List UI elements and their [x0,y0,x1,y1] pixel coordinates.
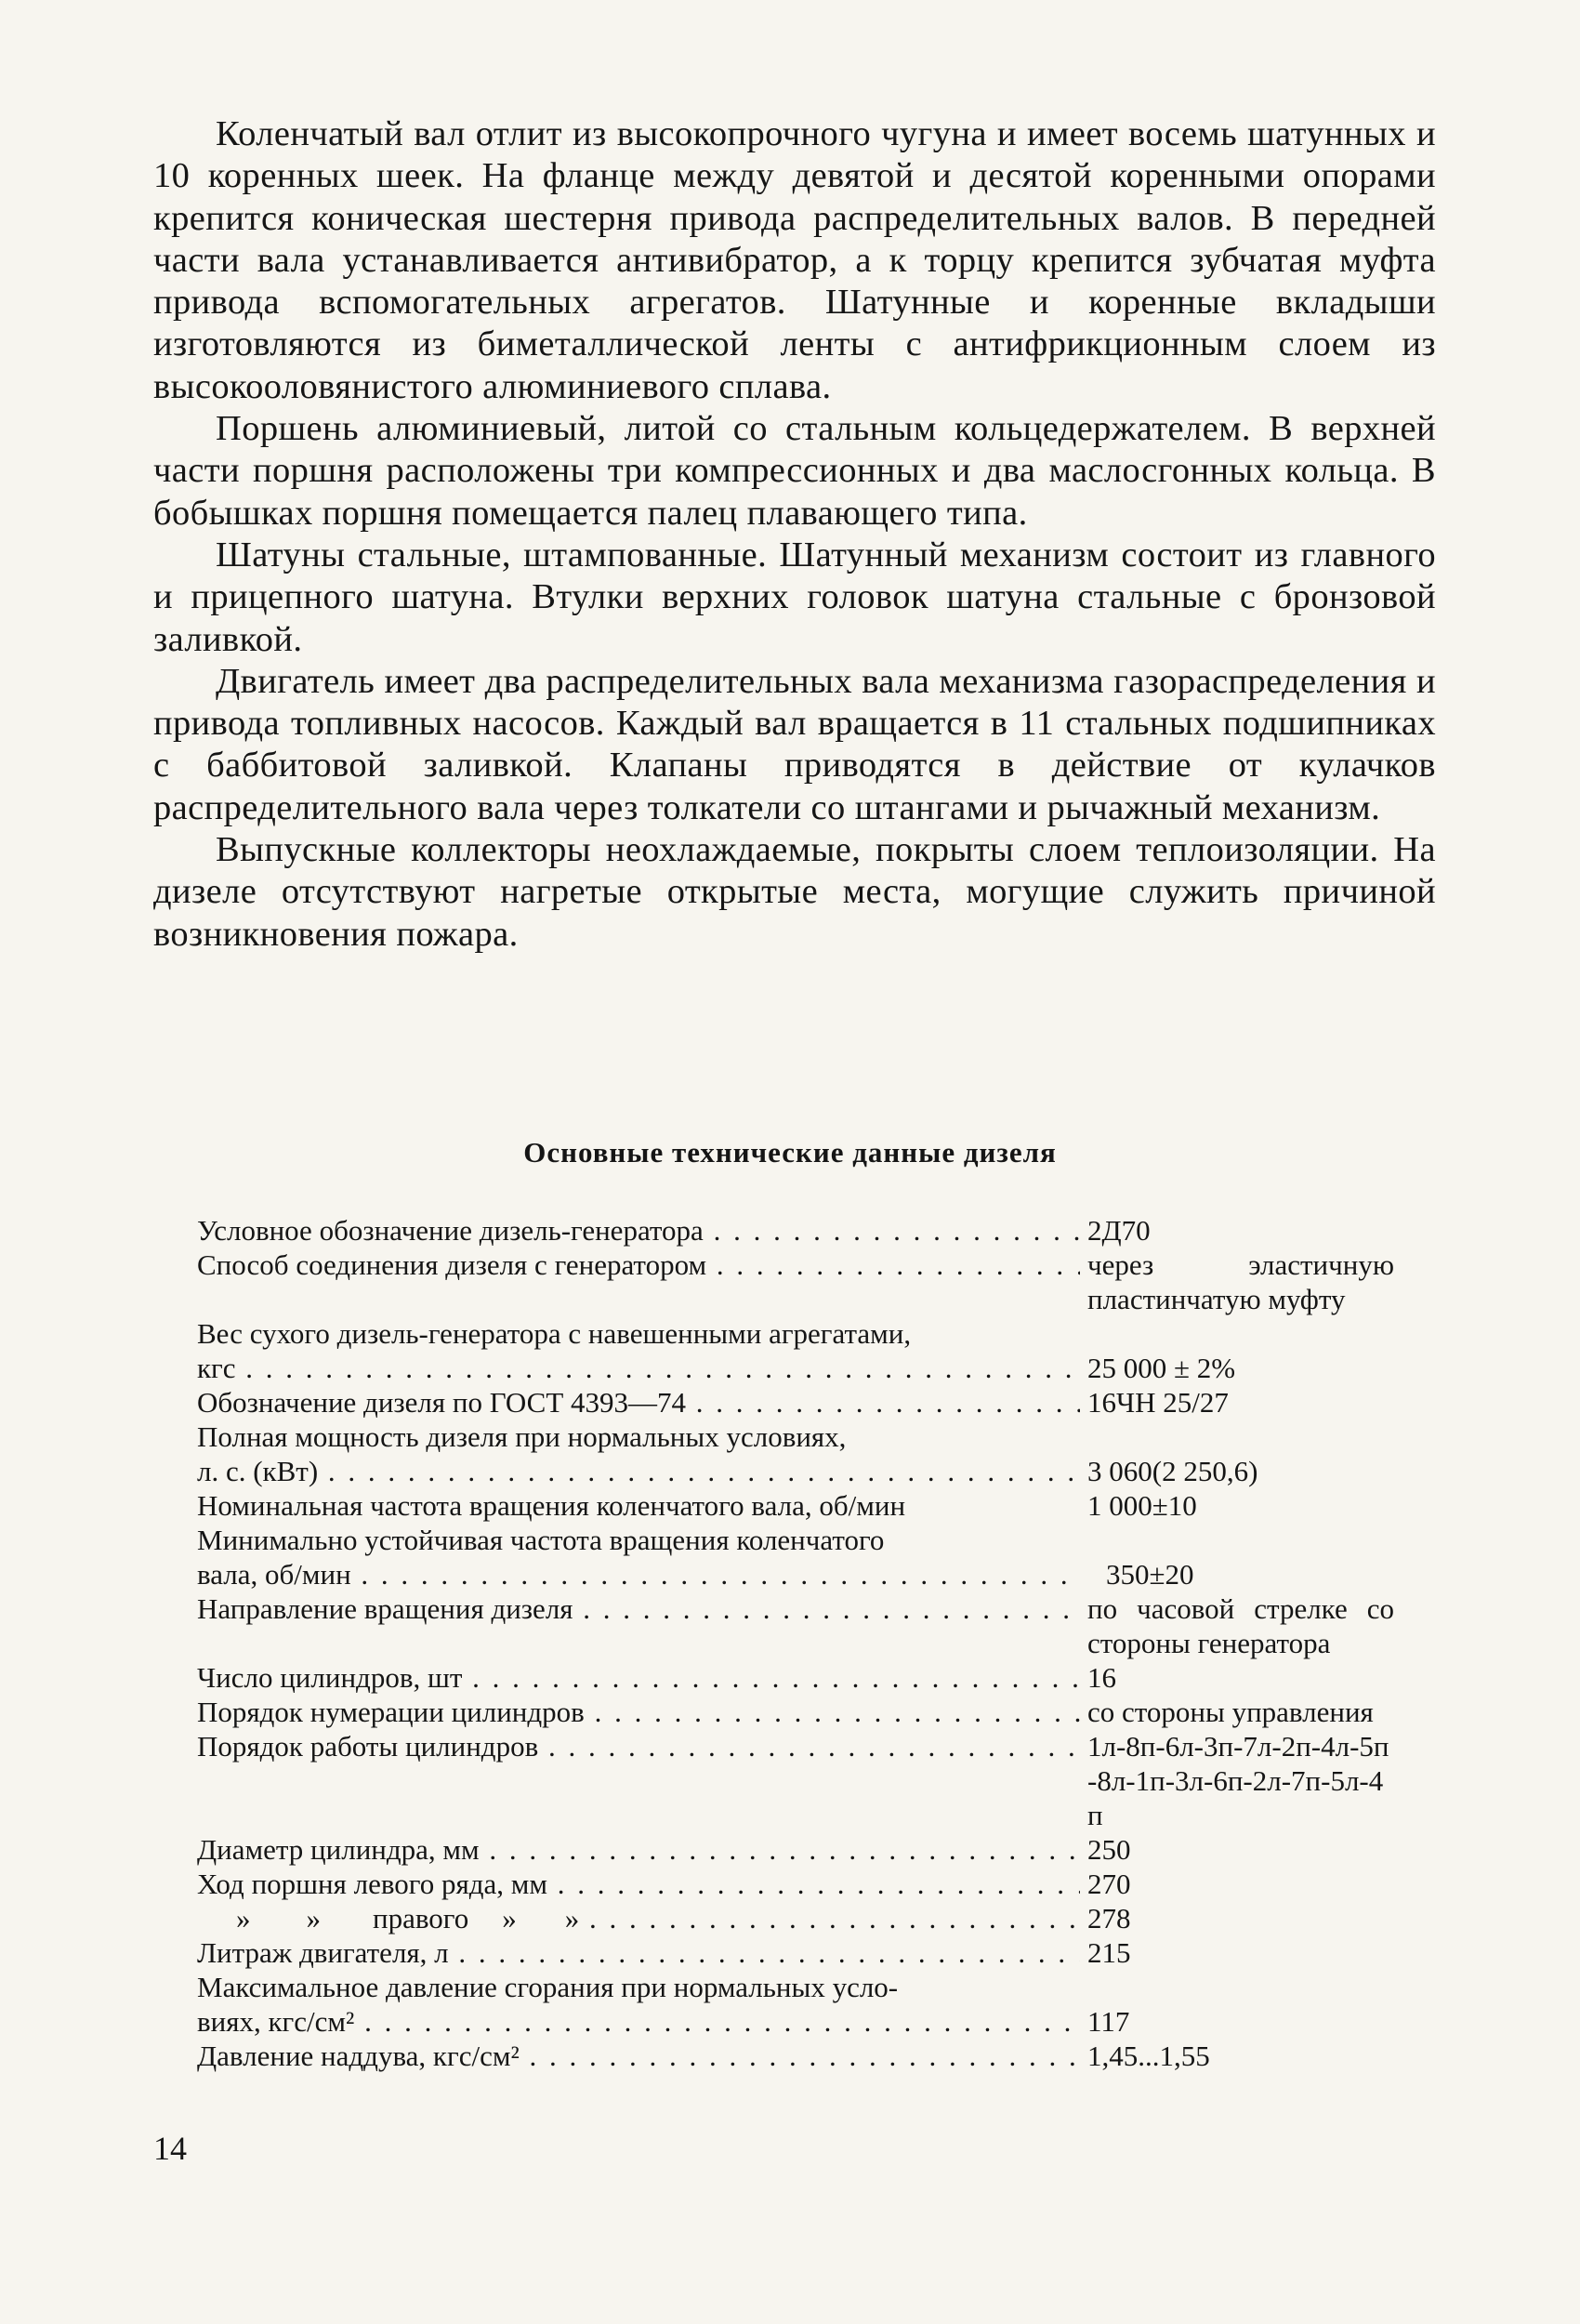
spec-power [197,1419,1284,1488]
spec-displacement [197,1935,1405,1970]
spec-value: через эластичную пластинчатую муфту [1087,1248,1394,1315]
ditto-mark: » [502,1902,517,1934]
paragraph-connecting-rods: Шатуны стальные, штампованные. Шатунный механизм состоит из главного и прицепного шатуна. Втулки верхних головок шатуна стальные с бронзовой заливкой. [153,535,1436,659]
spec-coupling [197,1248,1405,1316]
spec-value: 270 [1087,1868,1131,1900]
spec-label: Число цилиндров, шт . . . [197,1660,1080,1695]
spec-label: вала, об/мин . . . [197,1557,1080,1591]
spec-label: Максимальное давление сгорания при нормальных усло- [197,1971,899,2003]
spec-cylinders [197,1660,1405,1695]
spec-bore [197,1832,1405,1867]
section-title: Основные технические данные дизеля [523,1136,1057,1169]
page-number: 14 [153,2130,187,2167]
spec-value: по часовой стрелке со стороны генератора [1087,1592,1394,1659]
spec-rated-speed [197,1488,1405,1523]
paragraph-exhaust: Выпускные коллекторы неохлаждаемые, покрыты слоем теплоизоляции. На дизеле отсутствуют нагретые открытые места, могущие служить причиной возникновения пожара. [153,830,1436,954]
ditto-mark: » [236,1902,251,1934]
spec-label: Полная мощность дизеля при нормальных условиях, [197,1420,847,1453]
spec-gost [197,1385,1405,1419]
spec-label: Порядок нумерации цилиндров . . . [197,1695,1080,1729]
spec-label [197,1901,1080,1935]
spec-rotation [197,1591,1405,1660]
spec-label: Направление вращения дизеля . . . [197,1591,1080,1626]
spec-weight [197,1316,1284,1385]
spec-value: 278 [1087,1902,1131,1934]
spec-value: 3 060(2 250,6) [1087,1455,1258,1487]
spec-max-pressure [197,1970,1284,2039]
spec-label: Ход поршня левого ряда, мм . . . [197,1867,1080,1901]
spec-label: виях, кгс/см² . . . [197,2004,1080,2039]
spec-stroke-right [197,1901,1405,1935]
spec-label: Порядок работы цилиндров . . . [197,1729,1080,1763]
spec-firing-order [197,1729,1405,1832]
paragraph-camshafts: Двигатель имеет два распределительных вала механизма газораспределения и привода топливных насосов. Каждый вал вращается в 11 стальных подшипниках с баббитовой заливкой. Клапаны приводятся в действие от кулачков распределительного вала через толкатели со штангами и рычажный механизм. [153,661,1436,827]
spec-value: 1 000±10 [1087,1489,1197,1522]
spec-min-speed [197,1523,1284,1591]
spec-value: 1л-8п-6л-3п-7л-2п-4л-5п-8л-1п-3л-6п-2л-7п-5л-4п [1087,1730,1389,1831]
spec-value: 350±20 [1106,1558,1194,1591]
spec-label: Номинальная частота вращения коленчатого вала, об/мин [197,1489,906,1522]
spec-label: Условное обозначение дизель-генератора . . . [197,1213,1080,1248]
spec-value: 2Д70 [1087,1214,1151,1247]
spec-value: 215 [1087,1936,1131,1969]
spec-label: Способ соединения дизеля с генератором . . . [197,1248,1080,1282]
spec-label-text: правого [373,1902,469,1934]
spec-label: Вес сухого дизель-генератора с навешенными агрегатами, [197,1317,912,1350]
spec-value: со стороны управления [1087,1696,1374,1728]
spec-designation [197,1213,1405,1248]
spec-label: Литраж двигателя, л . . . [197,1935,1080,1970]
ditto-mark: » [564,1902,580,1934]
ditto-mark: » [306,1902,321,1934]
spec-value: 16ЧН 25/27 [1087,1386,1229,1419]
spec-value: 250 [1087,1833,1131,1866]
spec-label: Минимально устойчивая частота вращения коленчатого [197,1524,885,1556]
spec-stroke-left [197,1867,1405,1901]
paragraph-piston: Поршень алюминиевый, литой со стальным кольцедержателем. В верхней части поршня расположены три компрессионных и два маслосгонных кольца. В бобышках поршня помещается палец плавающего типа. [153,409,1436,533]
spec-list [197,1213,1405,2073]
spec-label: кгс . . . [197,1351,1080,1385]
spec-value: 16 [1087,1661,1116,1694]
spec-boost [197,2039,1405,2073]
spec-label: Диаметр цилиндра, мм . . . [197,1832,1080,1867]
spec-value: 1,45...1,55 [1087,2040,1210,2072]
spec-value: 117 [1087,2005,1130,2038]
spec-label: Обозначение дизеля по ГОСТ 4393—74 . . . [197,1385,1080,1419]
spec-numbering [197,1695,1405,1729]
spec-label: л. с. (кВт) . . . [197,1454,1080,1488]
spec-value: 25 000 ± 2% [1087,1352,1236,1384]
spec-label: Давление наддува, кгс/см² . . . [197,2039,1080,2073]
body-text [153,113,1436,956]
paragraph-crankshaft: Коленчатый вал отлит из высокопрочного чугуна и имеет восемь шатунных и 10 коренных шеек. На фланце между девятой и десятой коренными опорами крепится коническая шестерня привода распределительных валов. В передней части вала устанавливается антивибратор, а к торцу крепится зубчатая муфта привода вспомогательных агрегатов. Шатунные и коренные вкладыши изготовляются из биметаллической ленты с антифрикционным слоем из высокооловянистого алюминиевого сплава. [153,114,1436,406]
